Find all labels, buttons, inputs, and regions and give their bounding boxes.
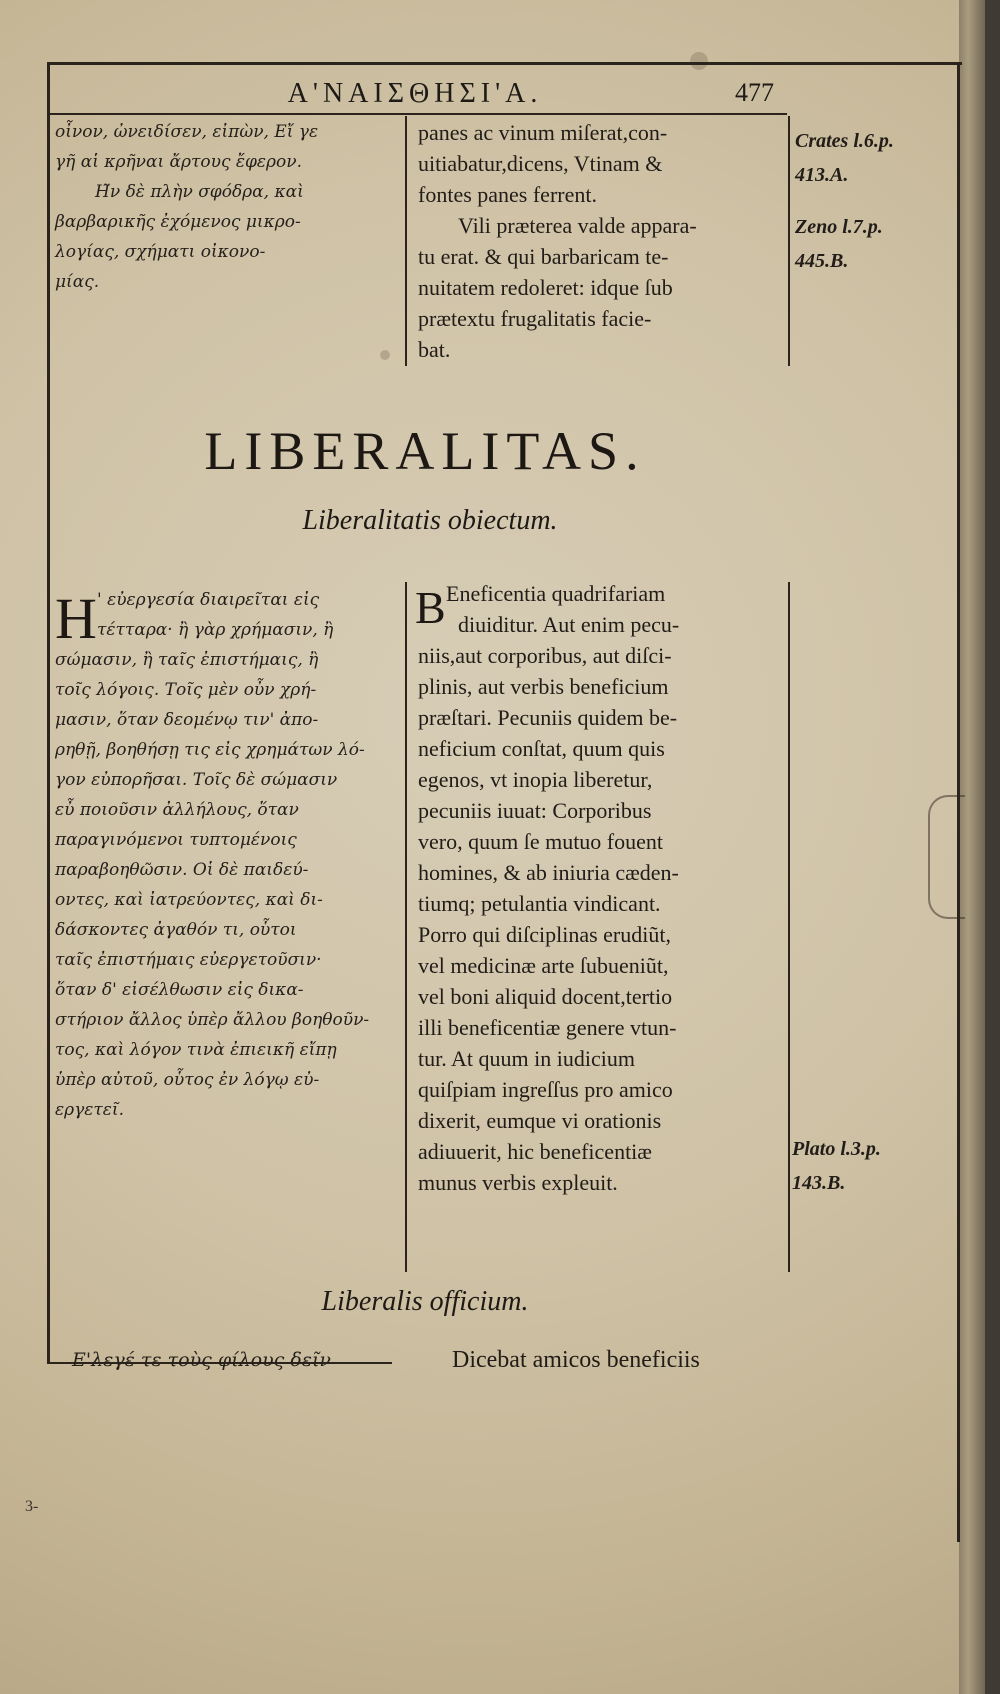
right-frame-line [957, 62, 960, 1542]
latin-line: munus verbis expleuit. [418, 1170, 618, 1195]
greek-line: παραγινόμενοι τυπτομένοις [55, 830, 297, 850]
main-margin-divider [788, 582, 790, 1272]
greek-line: λογίας, σχήματι οἰκονο- [55, 242, 266, 262]
margin-note: Plato l.3.p. [792, 1138, 881, 1160]
greek-line: γῆ αἱ κρῆναι ἄρτους ἔφερον. [55, 152, 302, 172]
greek-line: δάσκοντες ἀγαθόν τι, οὗτοι [55, 920, 297, 940]
page-number: 477 [735, 78, 774, 107]
greek-line: Η̃ν δὲ πλὴν σφόδρα, καὶ [95, 182, 304, 202]
latin-line: nuitatem redoleret: idque ſub [418, 275, 673, 300]
ink-spot [690, 52, 708, 70]
greek-line: γον εὐπορῆσαι. Τοῖς δὲ σώμασιν [55, 770, 338, 790]
margin-note: Zeno l.7.p. [795, 216, 883, 238]
greek-line: τοῖς λόγοις. Τοῖς μὲν οὖν χρή- [55, 680, 317, 700]
latin-line: quiſpiam ingreſſus pro amico [418, 1077, 673, 1102]
greek-line: ὅταν δ' εἰσέλθωσιν εἰς δικα- [55, 980, 304, 1000]
top-column-divider [405, 116, 407, 366]
latin-line: panes ac vinum miſerat,con- [418, 120, 668, 145]
latin-drop-cap: B [415, 582, 446, 633]
latin-line: tu erat. & qui barbaricam te- [418, 244, 669, 269]
greek-line: ρηθῇ, βοηθήσῃ τις εἰς χρημάτων λό- [55, 740, 365, 760]
latin-line: vero, quum ſe mutuo fouent [418, 829, 664, 854]
margin-note: 413.A. [795, 164, 849, 186]
latin-line: homines, & ab iniuria cæden- [418, 860, 679, 885]
top-greek-column [55, 117, 318, 297]
greek-line: ' εὐεργεσία διαιρεῖται εἰς [97, 590, 320, 610]
main-greek-column [55, 585, 400, 1125]
greek-line: εὖ ποιοῦσιν ἀλλήλους, ὅταν [55, 800, 299, 820]
latin-line: adiuuerit, hic beneficentiæ [418, 1139, 652, 1164]
top-margin-notes [795, 124, 894, 278]
greek-drop-cap: H [55, 586, 97, 651]
latin-line: Vili præterea valde appara- [458, 213, 697, 238]
latin-line: fontes panes ferrent. [418, 182, 597, 207]
latin-line: diuiditur. Aut enim pecu- [458, 612, 680, 637]
main-column-divider [405, 582, 407, 1272]
latin-line: illi beneficentiæ genere vtun- [418, 1015, 677, 1040]
header-bottom-rule [47, 113, 787, 115]
latin-line: Eneficentia quadrifariam [446, 581, 666, 606]
latin-line: prætextu frugalitatis facie- [418, 306, 652, 331]
greek-line: σώμασιν, ἢ ταῖς ἐπιστήμαις, ἢ [55, 650, 319, 670]
greek-line: μίας. [55, 272, 100, 292]
latin-line: uitiabatur,dicens, Vtinam & [418, 151, 663, 176]
latin-line: neficium conſtat, quum quis [418, 736, 665, 761]
latin-line: præſtari. Pecuniis quidem be- [418, 705, 678, 730]
left-frame-line [47, 62, 50, 1362]
greek-line: τέτταρα· ἢ γὰρ χρήμασιν, ἢ [97, 620, 334, 640]
ink-spot [380, 350, 390, 360]
top-margin-divider [788, 116, 790, 366]
greek-line: παραβοηθῶσιν. Οἱ δὲ παιδεύ- [55, 860, 309, 880]
bottom-greek-line: Ε'λεγέ τε τοὺς φίλους δεῖν [72, 1349, 331, 1371]
bottom-latin-line: Dicebat amicos beneficiis [452, 1347, 700, 1373]
greek-line: βαρβαρικῆς ἐχόμενος μικρο- [55, 212, 301, 232]
margin-note: 143.B. [792, 1172, 846, 1194]
greek-line: μασιν, ὅταν δεομένῳ τιν' ἀπο- [55, 710, 319, 730]
greek-line: εργετεῖ. [55, 1100, 124, 1120]
margin-note: 445.B. [795, 250, 849, 272]
latin-line: niis,aut corporibus, aut diſci- [418, 643, 672, 668]
latin-line: dixerit, eumque vi orationis [418, 1108, 662, 1133]
latin-line: Porro qui diſciplinas erudiũt, [418, 922, 671, 947]
latin-line: egenos, vt inopia liberetur, [418, 767, 653, 792]
latin-line: tiumq; petulantia vindicant. [418, 891, 661, 916]
main-margin-notes [792, 1132, 881, 1200]
greek-line: ὑπὲρ αὐτοῦ, οὗτος ἐν λόγῳ εὐ- [55, 1070, 320, 1090]
greek-line: τος, καὶ λόγον τινὰ ἐπιεικῆ εἴπῃ [55, 1040, 337, 1060]
margin-note: Crates l.6.p. [795, 130, 894, 152]
greek-line: ταῖς ἐπιστήμαις εὐεργετοῦσιν· [55, 950, 322, 970]
greek-line: οντες, καὶ ἰατρεύοντες, καὶ δι- [55, 890, 323, 910]
latin-line: plinis, aut verbis beneficium [418, 674, 669, 699]
header-top-rule [47, 62, 962, 65]
running-title: Α'ΝΑΙΣΘΗΣΙ'Α. [287, 78, 543, 109]
top-latin-column [418, 117, 697, 365]
section-title: LIBERALITAS. [204, 421, 646, 481]
latin-line: pecuniis iuuat: Corporibus [418, 798, 652, 823]
latin-line: vel medicinæ arte ſubueniũt, [418, 953, 669, 978]
latin-line: vel boni aliquid docent,tertio [418, 984, 673, 1009]
greek-line: στήριον ἄλλος ὑπὲρ ἄλλου βοηθοῦν- [55, 1010, 370, 1030]
main-latin-column [418, 578, 788, 1198]
section-subtitle-office: Liberalis officium. [321, 1286, 529, 1317]
section-subtitle-object: Liberalitatis obiectum. [302, 505, 558, 536]
footer-mark: 3- [25, 1498, 39, 1515]
latin-line: bat. [418, 337, 451, 362]
greek-line: οἶνον, ὠνειδίσεν, εἰπὼν, Εἴ γε [55, 122, 319, 142]
latin-line: tur. At quum in iudicium [418, 1046, 635, 1071]
